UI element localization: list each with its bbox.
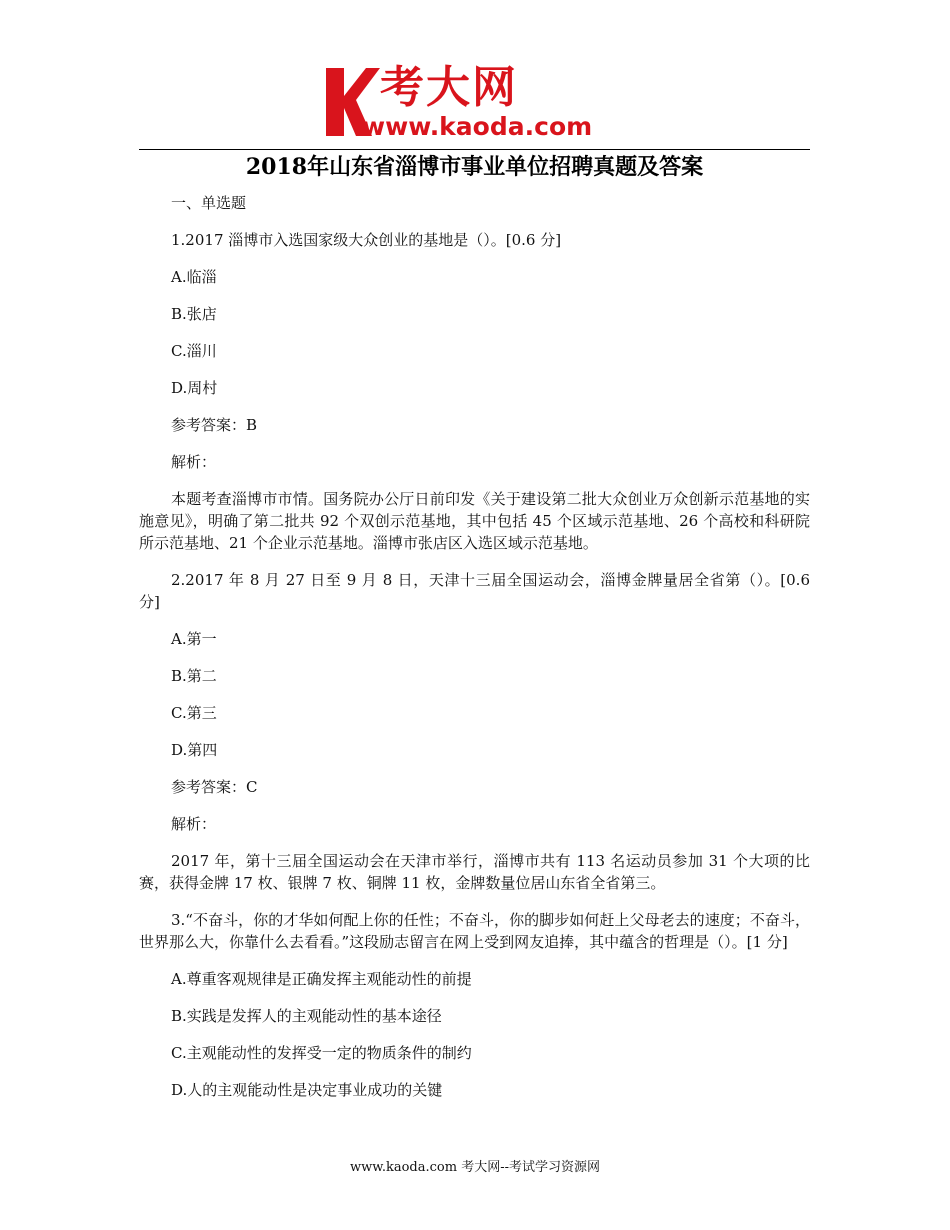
analysis-text: 本题考查淄博市市情。国务院办公厅日前印发《关于建设第二批大众创业万众创新示范基地的实施意见》，明确了第二批共 92 个双创示范基地，其中包括 45 个区域示范基地、26 个高校和科研院所示范基地、21 个企业示范基地。淄博市张店区入选区域示范基地。 xyxy=(139,490,810,552)
option-c: C.淄川 xyxy=(171,342,217,360)
analysis-label: 解析： xyxy=(171,815,217,833)
option-d: D.第四 xyxy=(171,741,218,759)
option-b: B.张店 xyxy=(171,305,217,323)
reference-answer: 参考答案：C xyxy=(171,778,258,796)
option-c: C.主观能动性的发挥受一定的物质条件的制约 xyxy=(171,1044,472,1062)
document-title: 2018年山东省淄博市事业单位招聘真题及答案 xyxy=(245,154,704,180)
question-stem: 3.“不奋斗，你的才华如何配上你的任性；不奋斗，你的脚步如何赶上父母老去的速度；不奋斗，世界那么大，你靠什么去看看。”这段励志留言在网上受到网友追捧，其中蕴含的哲理是（）。[1 分] xyxy=(139,911,810,951)
question-stem: 2.2017 年 8 月 27 日至 9 月 8 日，天津十三届全国运动会，淄博金牌量居全省第（）。[0.6 分] xyxy=(139,571,810,611)
option-b: B.第二 xyxy=(171,667,217,685)
option-b: B.实践是发挥人的主观能动性的基本途径 xyxy=(171,1007,442,1025)
reference-answer: 参考答案：B xyxy=(171,416,258,434)
option-a: A.临淄 xyxy=(171,268,217,286)
option-a: A.第一 xyxy=(171,630,217,648)
logo-title: 考大网 xyxy=(380,62,518,113)
option-d: D.周村 xyxy=(171,379,218,397)
logo-url[interactable]: www.kaoda.com xyxy=(362,112,593,141)
option-a: A.尊重客观规律是正确发挥主观能动性的前提 xyxy=(171,970,472,988)
site-logo xyxy=(318,62,638,142)
option-d: D.人的主观能动性是决定事业成功的关键 xyxy=(171,1081,443,1099)
section-heading: 一、单选题 xyxy=(171,194,247,212)
option-c: C.第三 xyxy=(171,704,217,722)
page-footer: www.kaoda.com 考大网--考试学习资源网 xyxy=(350,1160,600,1175)
question-stem: 1.2017 淄博市入选国家级大众创业的基地是（）。[0.6 分] xyxy=(171,231,562,249)
analysis-label: 解析： xyxy=(171,453,217,471)
analysis-text: 2017 年，第十三届全国运动会在天津市举行，淄博市共有 113 名运动员参加 31 个大项的比赛，获得金牌 17 枚、银牌 7 枚、铜牌 11 枚，金牌数量位居山东省全省第三。 xyxy=(139,852,810,892)
document-body xyxy=(139,192,810,1116)
